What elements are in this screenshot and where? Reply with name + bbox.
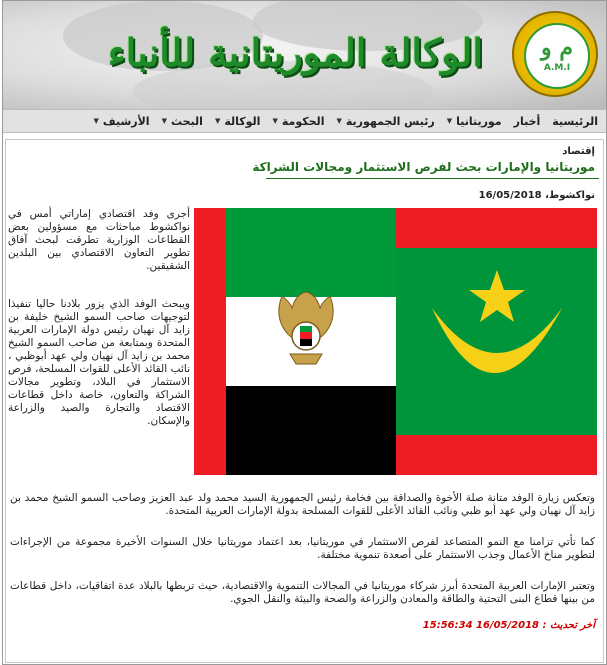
nav-agency[interactable] bbox=[215, 115, 261, 128]
article-place: نواكشوط، bbox=[545, 190, 595, 201]
nav-label: الأرشيف bbox=[102, 114, 150, 128]
article-paragraph: ويبحث الوفد الذي يزور بلادنا حاليا تنفيذا لتوجيهات صاحب السمو الشيخ خليفة بن زايد آل نهيان رئيس دولة الإمارات العربية المتحدة وبمتابعة من صاحب السمو الشيخ محمد بن زايد آل نهيان ولي عهد أبوظبي ، نائب القائد الأعلى للقوات المسلحة، فرص الاستثمار في البلاد، وتطوير مجالات الشراكة والتعاون، خاصة داخل قطاعات الاقتصاد والتجارة والصيد والزراعة والإسكان. bbox=[8, 298, 190, 427]
mr-flag-bottom-band bbox=[396, 435, 597, 475]
dropdown-arrow-icon: ▼ bbox=[161, 117, 167, 125]
main-nav bbox=[3, 109, 606, 133]
agency-logo[interactable] bbox=[512, 11, 598, 97]
nav-president[interactable] bbox=[336, 115, 434, 128]
nav-label: الحكومة bbox=[281, 114, 325, 128]
nav-label: البحث bbox=[170, 114, 203, 128]
nav-government[interactable] bbox=[272, 115, 324, 128]
nav-archive[interactable] bbox=[93, 115, 149, 128]
site-header bbox=[3, 1, 606, 109]
page-frame bbox=[2, 0, 607, 665]
logo-letters: م و bbox=[541, 35, 573, 61]
last-updated-value: 16/05/2018 15:56:34 bbox=[422, 620, 539, 631]
flags-image bbox=[194, 208, 597, 475]
title-divider bbox=[266, 178, 599, 179]
nav-label: أخبار bbox=[513, 114, 541, 128]
logo-emblem bbox=[524, 23, 590, 89]
dropdown-arrow-icon: ▼ bbox=[272, 117, 278, 125]
article-container bbox=[5, 139, 604, 663]
nav-mauritania[interactable] bbox=[447, 115, 502, 128]
nav-news[interactable] bbox=[514, 115, 541, 128]
nav-home[interactable] bbox=[552, 115, 598, 128]
article-title: موريتانيا والإمارات بحث لفرص الاستثمار ومجالات الشراكة bbox=[252, 160, 595, 174]
article-dateline bbox=[479, 190, 595, 201]
last-updated-label: آخر تحديث : bbox=[542, 620, 595, 631]
article-paragraph: أجرى وفد اقتصادي إماراتي أمس في نواكشوط مباحثات مع مسؤولين بعض القطاعات الوزارية تطرقت لبحث آفاق تطوير التعاون الاقتصادي بين البلدين الشقيقين. bbox=[8, 208, 190, 272]
dropdown-arrow-icon: ▼ bbox=[93, 117, 99, 125]
dropdown-arrow-icon: ▼ bbox=[214, 117, 221, 125]
nav-search[interactable] bbox=[162, 115, 203, 128]
logo-sub: A.M.I bbox=[543, 63, 571, 73]
nav-label: الرئيسية bbox=[552, 114, 598, 128]
dropdown-arrow-icon: ▼ bbox=[446, 117, 453, 125]
nav-label: رئيس الجمهورية bbox=[345, 114, 435, 128]
uae-flag-green-band bbox=[226, 208, 396, 297]
nav-label: موريتانيا bbox=[456, 114, 502, 128]
article-paragraph: كما تأتي تزامنا مع النمو المتصاعد لفرص الاستثمار في موريتانيا، بعد اعتماد موريتانيا خلال السنوات الأخيرة مجموعة من الإجراءات لتطوير مناخ الأعمال وجذب الاستثمار على أصعدة تنموية مختلفة. bbox=[10, 536, 595, 561]
article-paragraph: وتعكس زيارة الوفد متانة صلة الأخوة والصداقة بين فخامة رئيس الجمهورية السيد محمد ولد عبد العزيز وصاحب السمو الشيخ محمد بن زايد آل نهيان ولي عهد أبو ظبي ونائب القائد الأعلى للقوات المسلحة بدولة الإمارات العربية المتحدة. bbox=[10, 492, 595, 517]
article-date: 16/05/2018 bbox=[478, 190, 542, 201]
mr-flag-top-band bbox=[396, 208, 597, 248]
last-updated bbox=[423, 620, 595, 631]
site-brand-title[interactable]: الوكالة الموريتانية للأنباء bbox=[107, 30, 483, 75]
article-section: إقتصاد bbox=[562, 146, 595, 157]
nav-label: الوكالة bbox=[224, 114, 261, 128]
article-paragraph: وتعتبر الإمارات العربية المتحدة أبرز شركاء موريتانيا في المجالات التنموية والاقتصادية، حيث تربطها بالبلاد عدة اتفاقيات، داخل قطاعات من بينها قطاع البنى التحتية والطاقة والمعادن والزراعة والصحة والبيئة والنقل الجوي. bbox=[10, 580, 595, 605]
uae-flag-red-band bbox=[194, 208, 226, 475]
uae-flag-black-band bbox=[226, 386, 396, 475]
dropdown-arrow-icon: ▼ bbox=[336, 117, 342, 125]
